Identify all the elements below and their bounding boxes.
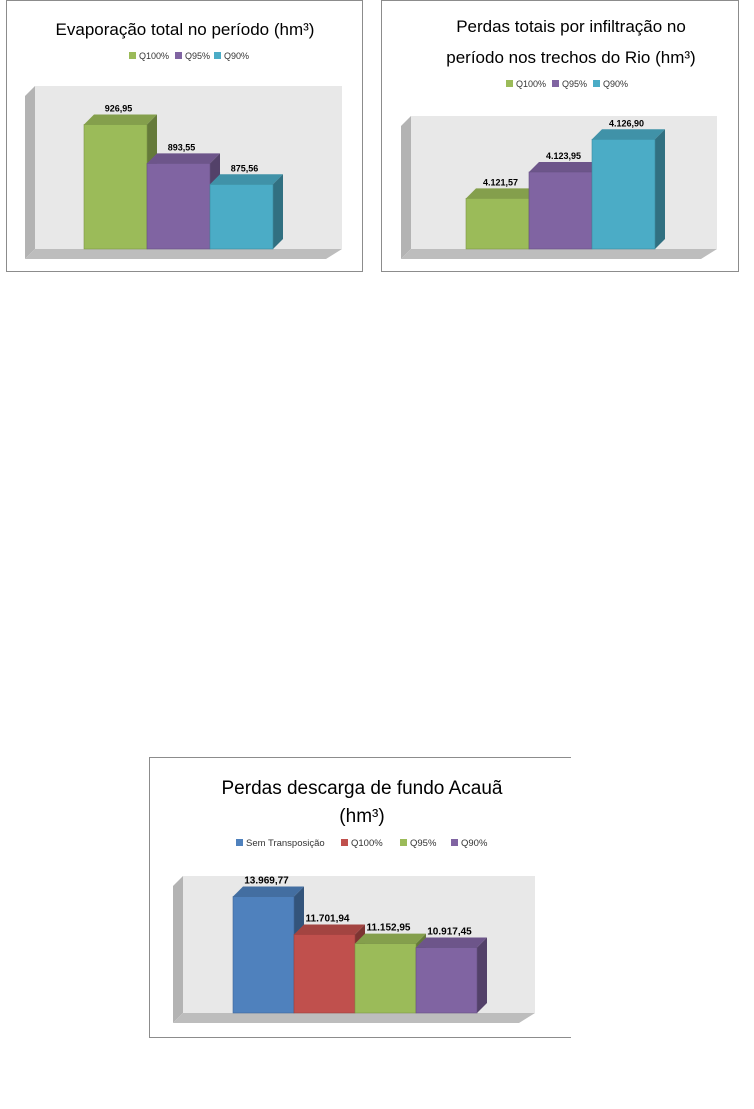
legend-swatch bbox=[129, 52, 136, 59]
legend-swatch bbox=[451, 839, 458, 846]
bar bbox=[529, 172, 592, 249]
bar-top bbox=[355, 934, 426, 944]
chart-title: Evaporação total no período (hm³) bbox=[55, 20, 315, 39]
legend-label: Q95% bbox=[562, 79, 588, 89]
bar-side bbox=[477, 938, 487, 1013]
data-label: 4.126,90 bbox=[608, 118, 645, 129]
bar bbox=[233, 897, 294, 1013]
bar bbox=[355, 944, 416, 1013]
legend-label: Q90% bbox=[603, 79, 629, 89]
data-label: 4.123,95 bbox=[545, 150, 582, 161]
floor bbox=[401, 249, 717, 259]
data-label: 13.969,77 bbox=[244, 875, 289, 887]
side-wall bbox=[401, 116, 411, 259]
legend-swatch bbox=[400, 839, 407, 846]
data-label: 926,95 bbox=[104, 103, 133, 114]
bar bbox=[210, 184, 273, 249]
chart-descarga-acaua bbox=[149, 757, 571, 1038]
bar-top bbox=[529, 162, 602, 172]
chart-title-line-1: Perdas descarga de fundo Acauã bbox=[221, 778, 503, 799]
legend-swatch bbox=[175, 52, 182, 59]
legend-label: Q90% bbox=[224, 51, 250, 61]
bar-side bbox=[655, 129, 665, 249]
chart-infiltracao-svg bbox=[382, 1, 740, 273]
legend-label: Q100% bbox=[516, 79, 547, 89]
chart-evaporacao bbox=[6, 0, 363, 272]
bar bbox=[294, 934, 355, 1013]
legend-swatch bbox=[341, 839, 348, 846]
chart-infiltracao bbox=[381, 0, 739, 272]
bar-top bbox=[147, 153, 220, 163]
legend-label: Sem Transposição bbox=[246, 838, 325, 849]
data-label: 11.152,95 bbox=[366, 922, 411, 934]
bar bbox=[147, 163, 210, 249]
bar-top bbox=[210, 174, 283, 184]
bar-top bbox=[233, 887, 304, 897]
bar bbox=[416, 948, 477, 1013]
legend-label: Q100% bbox=[139, 51, 170, 61]
side-wall bbox=[25, 86, 35, 259]
data-label: 875,56 bbox=[230, 163, 259, 174]
bar bbox=[84, 124, 147, 249]
legend-swatch bbox=[593, 80, 600, 87]
legend-swatch bbox=[236, 839, 243, 846]
chart-title-line-2: período nos trechos do Rio (hm³) bbox=[446, 48, 696, 67]
legend-label: Q100% bbox=[351, 838, 383, 849]
bar-top bbox=[466, 188, 539, 198]
legend-label: Q95% bbox=[185, 51, 211, 61]
legend-swatch bbox=[506, 80, 513, 87]
bar-top bbox=[294, 924, 365, 934]
chart-title-line-2: (hm³) bbox=[339, 806, 385, 827]
legend-swatch bbox=[552, 80, 559, 87]
legend-swatch bbox=[214, 52, 221, 59]
chart-title-line-1: Perdas totais por infiltração no bbox=[456, 17, 686, 36]
bar-top bbox=[416, 938, 487, 948]
floor bbox=[25, 249, 342, 259]
bar bbox=[466, 198, 529, 249]
legend-label: Q90% bbox=[461, 838, 488, 849]
bar-top bbox=[84, 114, 157, 124]
floor bbox=[173, 1013, 535, 1023]
bar-side bbox=[273, 174, 283, 249]
bar-top bbox=[592, 129, 665, 139]
chart-evaporacao-svg bbox=[7, 1, 364, 273]
data-label: 893,55 bbox=[167, 142, 196, 153]
bar bbox=[592, 139, 655, 249]
data-label: 4.121,57 bbox=[482, 177, 519, 188]
data-label: 10.917,45 bbox=[427, 926, 472, 938]
legend-label: Q95% bbox=[410, 838, 437, 849]
chart-descarga-acaua-svg bbox=[150, 758, 572, 1039]
side-wall bbox=[173, 876, 183, 1023]
data-label: 11.701,94 bbox=[305, 913, 350, 925]
